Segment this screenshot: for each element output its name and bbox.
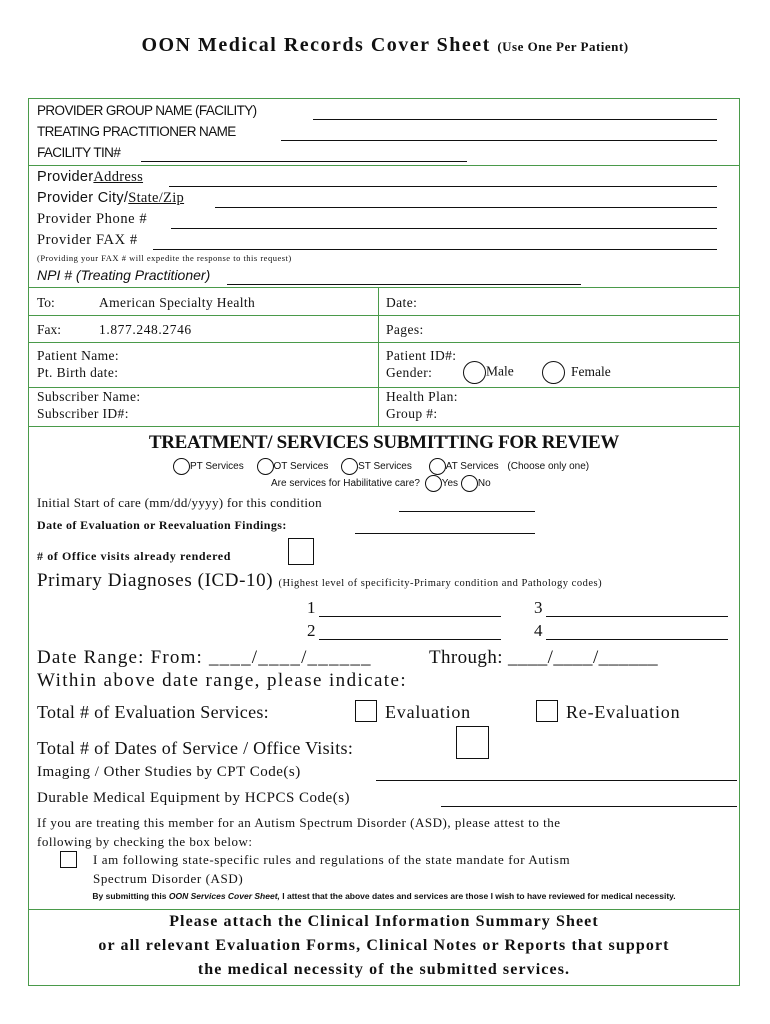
divider (29, 287, 739, 288)
yes-radio[interactable] (425, 475, 442, 492)
npi-label: NPI # (Treating Practitioner) (37, 267, 211, 283)
gender-label: Gender: (386, 365, 433, 380)
date-range-through[interactable]: Through: ____/____/______ (429, 647, 659, 668)
dme-label: Durable Medical Equipment by HCPCS Code(s) (37, 790, 351, 806)
pt-radio[interactable] (173, 458, 190, 475)
reevaluation-checkbox[interactable] (536, 700, 558, 722)
fax-to-label: Fax: (37, 322, 62, 337)
total-dates-label: Total # of Dates of Service / Office Visits: (37, 738, 354, 758)
tin-field[interactable] (141, 161, 467, 162)
diagnoses-label (37, 570, 602, 592)
male-radio[interactable] (463, 361, 486, 384)
no-radio[interactable] (461, 475, 478, 492)
autism-text-1: If you are treating this member for an Autism Spectrum Disorder (ASD), please attest to the (37, 815, 561, 830)
footer-line-2: or all relevant Evaluation Forms, Clinical Notes or Reports that support (98, 937, 670, 954)
diagnosis-4-field[interactable] (546, 639, 728, 640)
female-label: Female (571, 363, 611, 379)
fax-note: (Providing your FAX # will expedite the response to this request) (37, 253, 292, 263)
npi-field[interactable] (227, 284, 581, 285)
column-divider (378, 287, 379, 426)
form-frame (28, 98, 740, 986)
diagnoses-title: Primary Diagnoses (ICD-10) (37, 570, 274, 591)
provider-group-field[interactable] (313, 119, 717, 120)
title-note: (Use One Per Patient) (497, 39, 629, 54)
provider-group-label: PROVIDER GROUP NAME (FACILITY) (37, 103, 257, 118)
ot-radio[interactable] (257, 458, 274, 475)
eval-date-field[interactable] (355, 533, 535, 534)
office-visits-label: # of Office visits already rendered (37, 549, 231, 563)
divider (29, 909, 739, 910)
birth-date-label: Pt. Birth date: (37, 365, 119, 380)
habilitative-row (271, 475, 491, 492)
eval-date-label: Date of Evaluation or Reevaluation Findings: (37, 518, 287, 532)
imaging-field[interactable] (376, 780, 737, 781)
city-field[interactable] (215, 207, 717, 208)
health-plan-label: Health Plan: (386, 389, 458, 404)
female-radio[interactable] (542, 361, 565, 384)
divider (29, 342, 739, 343)
at-radio[interactable] (429, 458, 446, 475)
diagnosis-3-field[interactable] (546, 616, 728, 617)
practitioner-label: TREATING PRACTITIONER NAME (37, 124, 236, 139)
diagnosis-2-field[interactable] (319, 639, 501, 640)
pages-label: Pages: (386, 322, 424, 337)
fax-label: Provider FAX # (37, 232, 138, 248)
initial-start-field[interactable] (399, 511, 535, 512)
divider (29, 426, 739, 427)
tin-label: FACILITY TIN# (37, 145, 121, 160)
ot-label: OT Services (273, 461, 329, 473)
yes-label: Yes (441, 478, 459, 490)
date-range-from[interactable]: Date Range: From: ____/____/______ (37, 647, 372, 668)
at-label: AT Services (445, 461, 499, 473)
city-label-a: Provider City/ (37, 190, 129, 206)
male-label: Male (486, 363, 514, 379)
date-label: Date: (386, 295, 418, 310)
submit-c: I attest that the above dates and services are those I wish to have reviewed for medical necessity. (279, 891, 676, 901)
female-option[interactable] (542, 361, 611, 384)
address-label-a: Provider (37, 169, 94, 185)
subscriber-id-label: Subscriber ID#: (37, 406, 129, 421)
habilitative-label: Are services for Habilitative care? (271, 478, 420, 490)
no-label: No (477, 478, 491, 490)
reevaluation-label: Re-Evaluation (566, 702, 681, 722)
diagnosis-1-label: 1 (307, 598, 316, 617)
divider (29, 315, 739, 316)
st-radio[interactable] (341, 458, 358, 475)
office-visits-box[interactable] (288, 538, 314, 565)
choose-note: (Choose only one) (507, 461, 590, 473)
divider (29, 387, 739, 388)
autism-text-2: following by checking the box below: (37, 834, 253, 849)
treatment-heading: TREATMENT/ SERVICES SUBMITTING FOR REVIEW (148, 432, 620, 453)
patient-name-label: Patient Name: (37, 348, 120, 363)
total-eval-label: Total # of Evaluation Services: (37, 702, 269, 722)
autism-attest-checkbox[interactable] (60, 851, 77, 868)
footer-line-3: the medical necessity of the submitted services. (197, 961, 571, 978)
imaging-label: Imaging / Other Studies by CPT Code(s) (37, 764, 301, 780)
diagnosis-3-label: 3 (534, 598, 543, 617)
diagnosis-2-label: 2 (307, 621, 316, 640)
page-title (0, 34, 770, 57)
address-field[interactable] (169, 186, 717, 187)
attest-text-2: Spectrum Disorder (ASD) (93, 871, 244, 886)
service-type-row (173, 458, 589, 475)
evaluation-label: Evaluation (385, 702, 471, 722)
title-main: OON Medical Records Cover Sheet (141, 34, 491, 56)
diagnoses-note: (Highest level of specificity-Primary condition and Pathology codes) (278, 578, 603, 589)
pt-label: PT Services (190, 461, 244, 473)
phone-field[interactable] (171, 228, 717, 229)
total-dates-box[interactable] (456, 726, 489, 759)
attest-text-1: I am following state-specific rules and regulations of the state mandate for Autism (93, 852, 571, 867)
address-label-b: Address (93, 169, 144, 185)
to-value: American Specialty Health (99, 295, 256, 310)
male-option[interactable] (463, 361, 514, 384)
dme-field[interactable] (441, 806, 737, 807)
fax-field[interactable] (153, 249, 717, 250)
divider (29, 165, 739, 166)
patient-id-label: Patient ID#: (386, 348, 457, 363)
city-label (37, 190, 184, 207)
submit-b: OON Services Cover Sheet, (168, 891, 280, 901)
submit-a: By submitting this (92, 891, 169, 901)
to-label: To: (37, 295, 55, 310)
address-label (37, 169, 143, 186)
evaluation-checkbox[interactable] (355, 700, 377, 722)
fax-to-value: 1.877.248.2746 (99, 322, 192, 337)
st-label: ST Services (358, 461, 412, 473)
footer-line-1: Please attach the Clinical Information Summary Sheet (169, 913, 599, 930)
diagnosis-1-field[interactable] (319, 616, 501, 617)
submission-attestation (29, 891, 739, 901)
diagnosis-4-label: 4 (534, 621, 543, 640)
city-label-b: State/Zip (128, 190, 185, 206)
phone-label: Provider Phone # (37, 211, 148, 227)
subscriber-name-label: Subscriber Name: (37, 389, 141, 404)
group-label: Group #: (386, 406, 438, 421)
initial-start-label: Initial Start of care (mm/dd/yyyy) for this condition (37, 495, 322, 510)
practitioner-field[interactable] (281, 140, 717, 141)
within-range-label: Within above date range, please indicate: (37, 670, 407, 691)
